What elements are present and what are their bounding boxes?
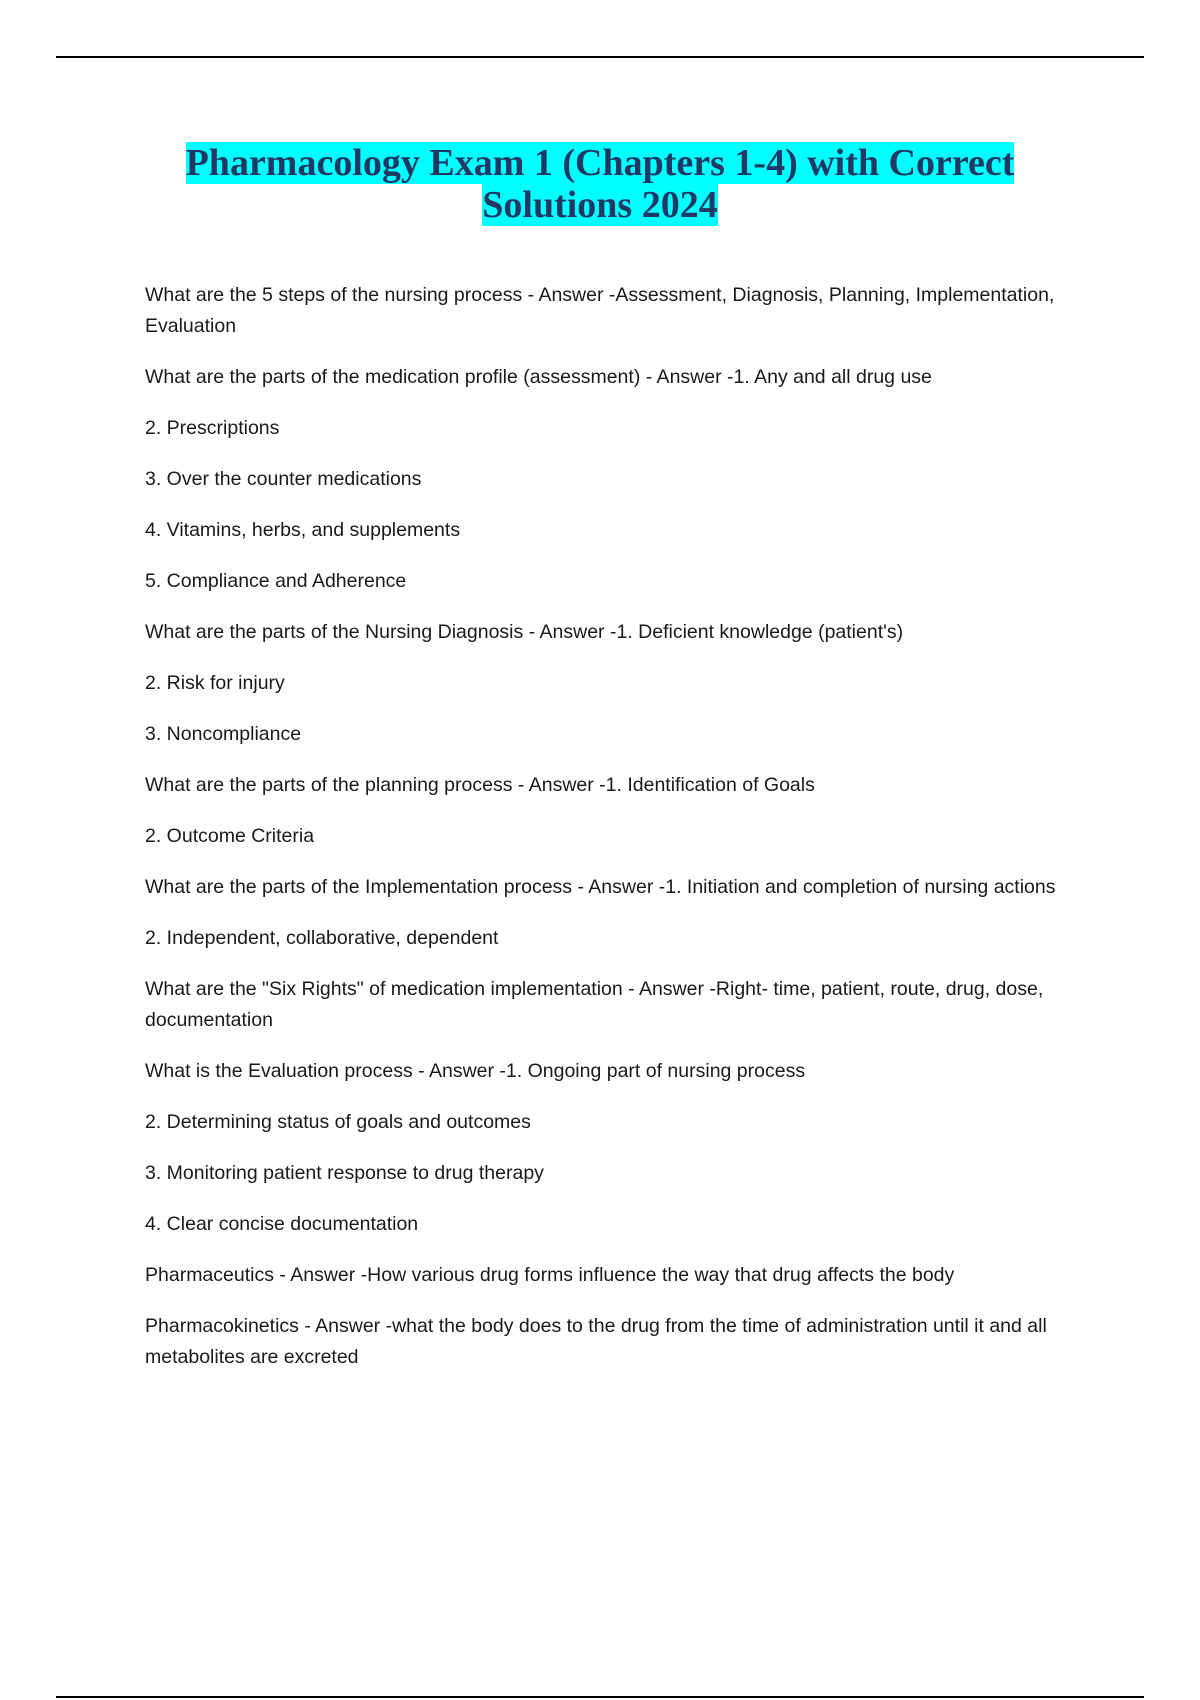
- list-item: 4. Vitamins, herbs, and supplements: [145, 519, 461, 541]
- qa-paragraph: What is the Evaluation process - Answer -1. Ongoing part of nursing process: [145, 1060, 806, 1082]
- list-item: 2. Determining status of goals and outcomes: [145, 1111, 531, 1133]
- qa-paragraph: What are the parts of the Implementation process - Answer -1. Initiation and completion of nursing actions: [145, 876, 1056, 898]
- list-item: 3. Monitoring patient response to drug therapy: [145, 1162, 544, 1184]
- qa-paragraph: Pharmacokinetics - Answer -what the body does to the drug from the time of administration until it and all metabolites are excreted: [145, 1315, 1047, 1368]
- document-title: [0, 142, 1200, 226]
- list-item: 2. Risk for injury: [145, 672, 285, 694]
- list-item: 4. Clear concise documentation: [145, 1213, 419, 1235]
- title-line-1: Pharmacology Exam 1 (Chapters 1-4) with Correct: [185, 142, 1015, 184]
- qa-paragraph: Pharmaceutics - Answer -How various drug forms influence the way that drug affects the body: [145, 1264, 955, 1286]
- qa-paragraph: What are the 5 steps of the nursing process - Answer -Assessment, Diagnosis, Planning, Implementation, Evaluation: [145, 284, 1055, 337]
- document-body: [145, 280, 1090, 1393]
- list-item: 2. Independent, collaborative, dependent: [145, 927, 499, 949]
- qa-paragraph: What are the parts of the Nursing Diagnosis - Answer -1. Deficient knowledge (patient's): [145, 621, 904, 643]
- list-item: 3. Noncompliance: [145, 723, 302, 745]
- qa-paragraph: What are the "Six Rights" of medication implementation - Answer -Right- time, patient, route, drug, dose, documentation: [145, 978, 1044, 1031]
- qa-paragraph: What are the parts of the medication profile (assessment) - Answer -1. Any and all drug use: [145, 366, 932, 388]
- footer-rule: [56, 1696, 1144, 1698]
- title-line-2: Solutions 2024: [482, 184, 718, 226]
- list-item: 2. Prescriptions: [145, 417, 280, 439]
- list-item: 5. Compliance and Adherence: [145, 570, 407, 592]
- list-item: 2. Outcome Criteria: [145, 825, 315, 847]
- qa-paragraph: What are the parts of the planning process - Answer -1. Identification of Goals: [145, 774, 815, 796]
- header-rule: [56, 56, 1144, 58]
- list-item: 3. Over the counter medications: [145, 468, 422, 490]
